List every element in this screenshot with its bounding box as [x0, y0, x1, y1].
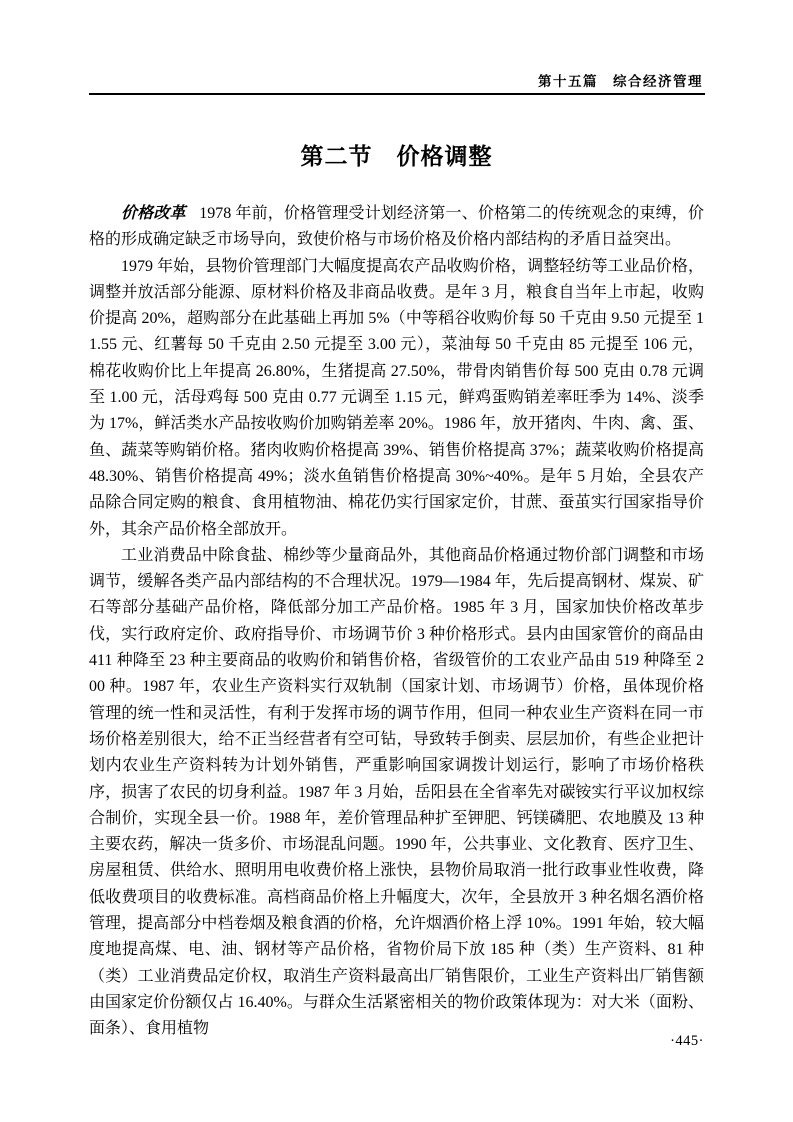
paragraph-text: 1978 年前，价格管理受计划经济第一、价格第二的传统观念的束缚，价格的形成确定缺乏市场导向，致使价格与市场价格及价格内部结构的矛盾日益突出。 [89, 205, 704, 249]
page-body [89, 130, 704, 1043]
running-header [89, 70, 703, 90]
paragraph [89, 201, 704, 254]
running-header-text: 第十五篇 综合经济管理 [538, 74, 703, 89]
header-rule [89, 93, 705, 95]
paragraph: 工业消费品中除食盐、棉纱等少量商品外，其他商品价格通过物价部门调整和市场调节，缓解各类产品内部结构的不合理状况。1979—1984 年，先后提高钢材、煤炭、矿石等部分基础产品价格，降低部分加工产品价格。1985 年 3 月，国家加快价格改革步伐，实行政府定价、政府指导价、市场调节价 3 种价格形式。县内由国家管价的商品由 411 种降至 23 种主要商品的收购价和销售价格，省级管价的工农业产品由 519 种降至 200 种。1987 年，农业生产资料实行双轨制（国家计划、市场调节）价格，虽体现价格管理的统一性和灵活性，有利于发挥市场的调节作用，但同一种农业生产资料在同一市场价格差别很大，给不正当经营者有空可钻，导致转手倒卖、层层加价，有些企业把计划内农业生产资料转为计划外销售，严重影响国家调拨计划运行，影响了市场价格秩序，损害了农民的切身利益。1987 年 3 月始，岳阳县在全省率先对碳铵实行平议加权综合制价，实现全县一价。1988 年，差价管理品种扩至钾肥、钙镁磷肥、农地膜及 13 种主要农药，解决一货多价、市场混乱问题。1990 年，公共事业、文化教育、医疗卫生、房屋租赁、供给水、照明用电收费价格上涨快，县物价局取消一批行政事业性收费，降低收费项目的收费标准。高档商品价格上升幅度大，次年，全县放开 3 种名烟名酒价格管理，提高部分中档卷烟及粮食酒的价格，允许烟酒价格上浮 10%。1991 年始，较大幅度地提高煤、电、油、钢材等产品价格，省物价局下放 185 种（类）生产资料、81 种（类）工业消费品定价权，取消生产资料最高出厂销售限价，工业生产资料出厂销售额由国家定价份额仅占 16.40%。与群众生活紧密相关的物价政策体现为：对大米（面粉、面条）、食用植物 [89, 546, 704, 1038]
section-title: 第二节 价格调整 [300, 144, 493, 169]
paragraph: 1979 年始，县物价管理部门大幅度提高农产品收购价格，调整轻纺等工业品价格，调整并放活部分能源、原材料价格及非商品收费。是年 3 月，粮食自当年上市起，收购价提高 20%，超购部分在此基础上再加 5%（中等稻谷收购价每 50 千克由 9.50 元提至 11.55 元、红薯每 50 千克由 2.50 元提至 3.00 元），菜油每 50 千克由 85 元提至 106 元，棉花收购价比上年提高 26.80%，生猪提高 27.50%，带骨肉销售价每 500 克由 0.78 元调至 1.00 元，活母鸡每 500 克由 0.77 元调至 1.15 元，鲜鸡蛋购销差率旺季为 14%、淡季为 17%，鲜活类水产品按收购价加购销差率 20%。1986 年，放开猪肉、牛肉、禽、蛋、鱼、蔬菜等购销价格。猪肉收购价格提高 39%、销售价格提高 37%；蔬菜收购价格提高 48.30%、销售价格提高 49%；淡水鱼销售价格提高 30%~40%。是年 5 月始，全县农产品除合同定购的粮食、食用植物油、棉花仍实行国家定价，甘蔗、蚕茧实行国家指导价外，其余产品价格全部放开。 [89, 257, 704, 538]
page-number: ·445· [670, 1033, 704, 1049]
paragraph-lead: 价格改革 [121, 205, 186, 222]
